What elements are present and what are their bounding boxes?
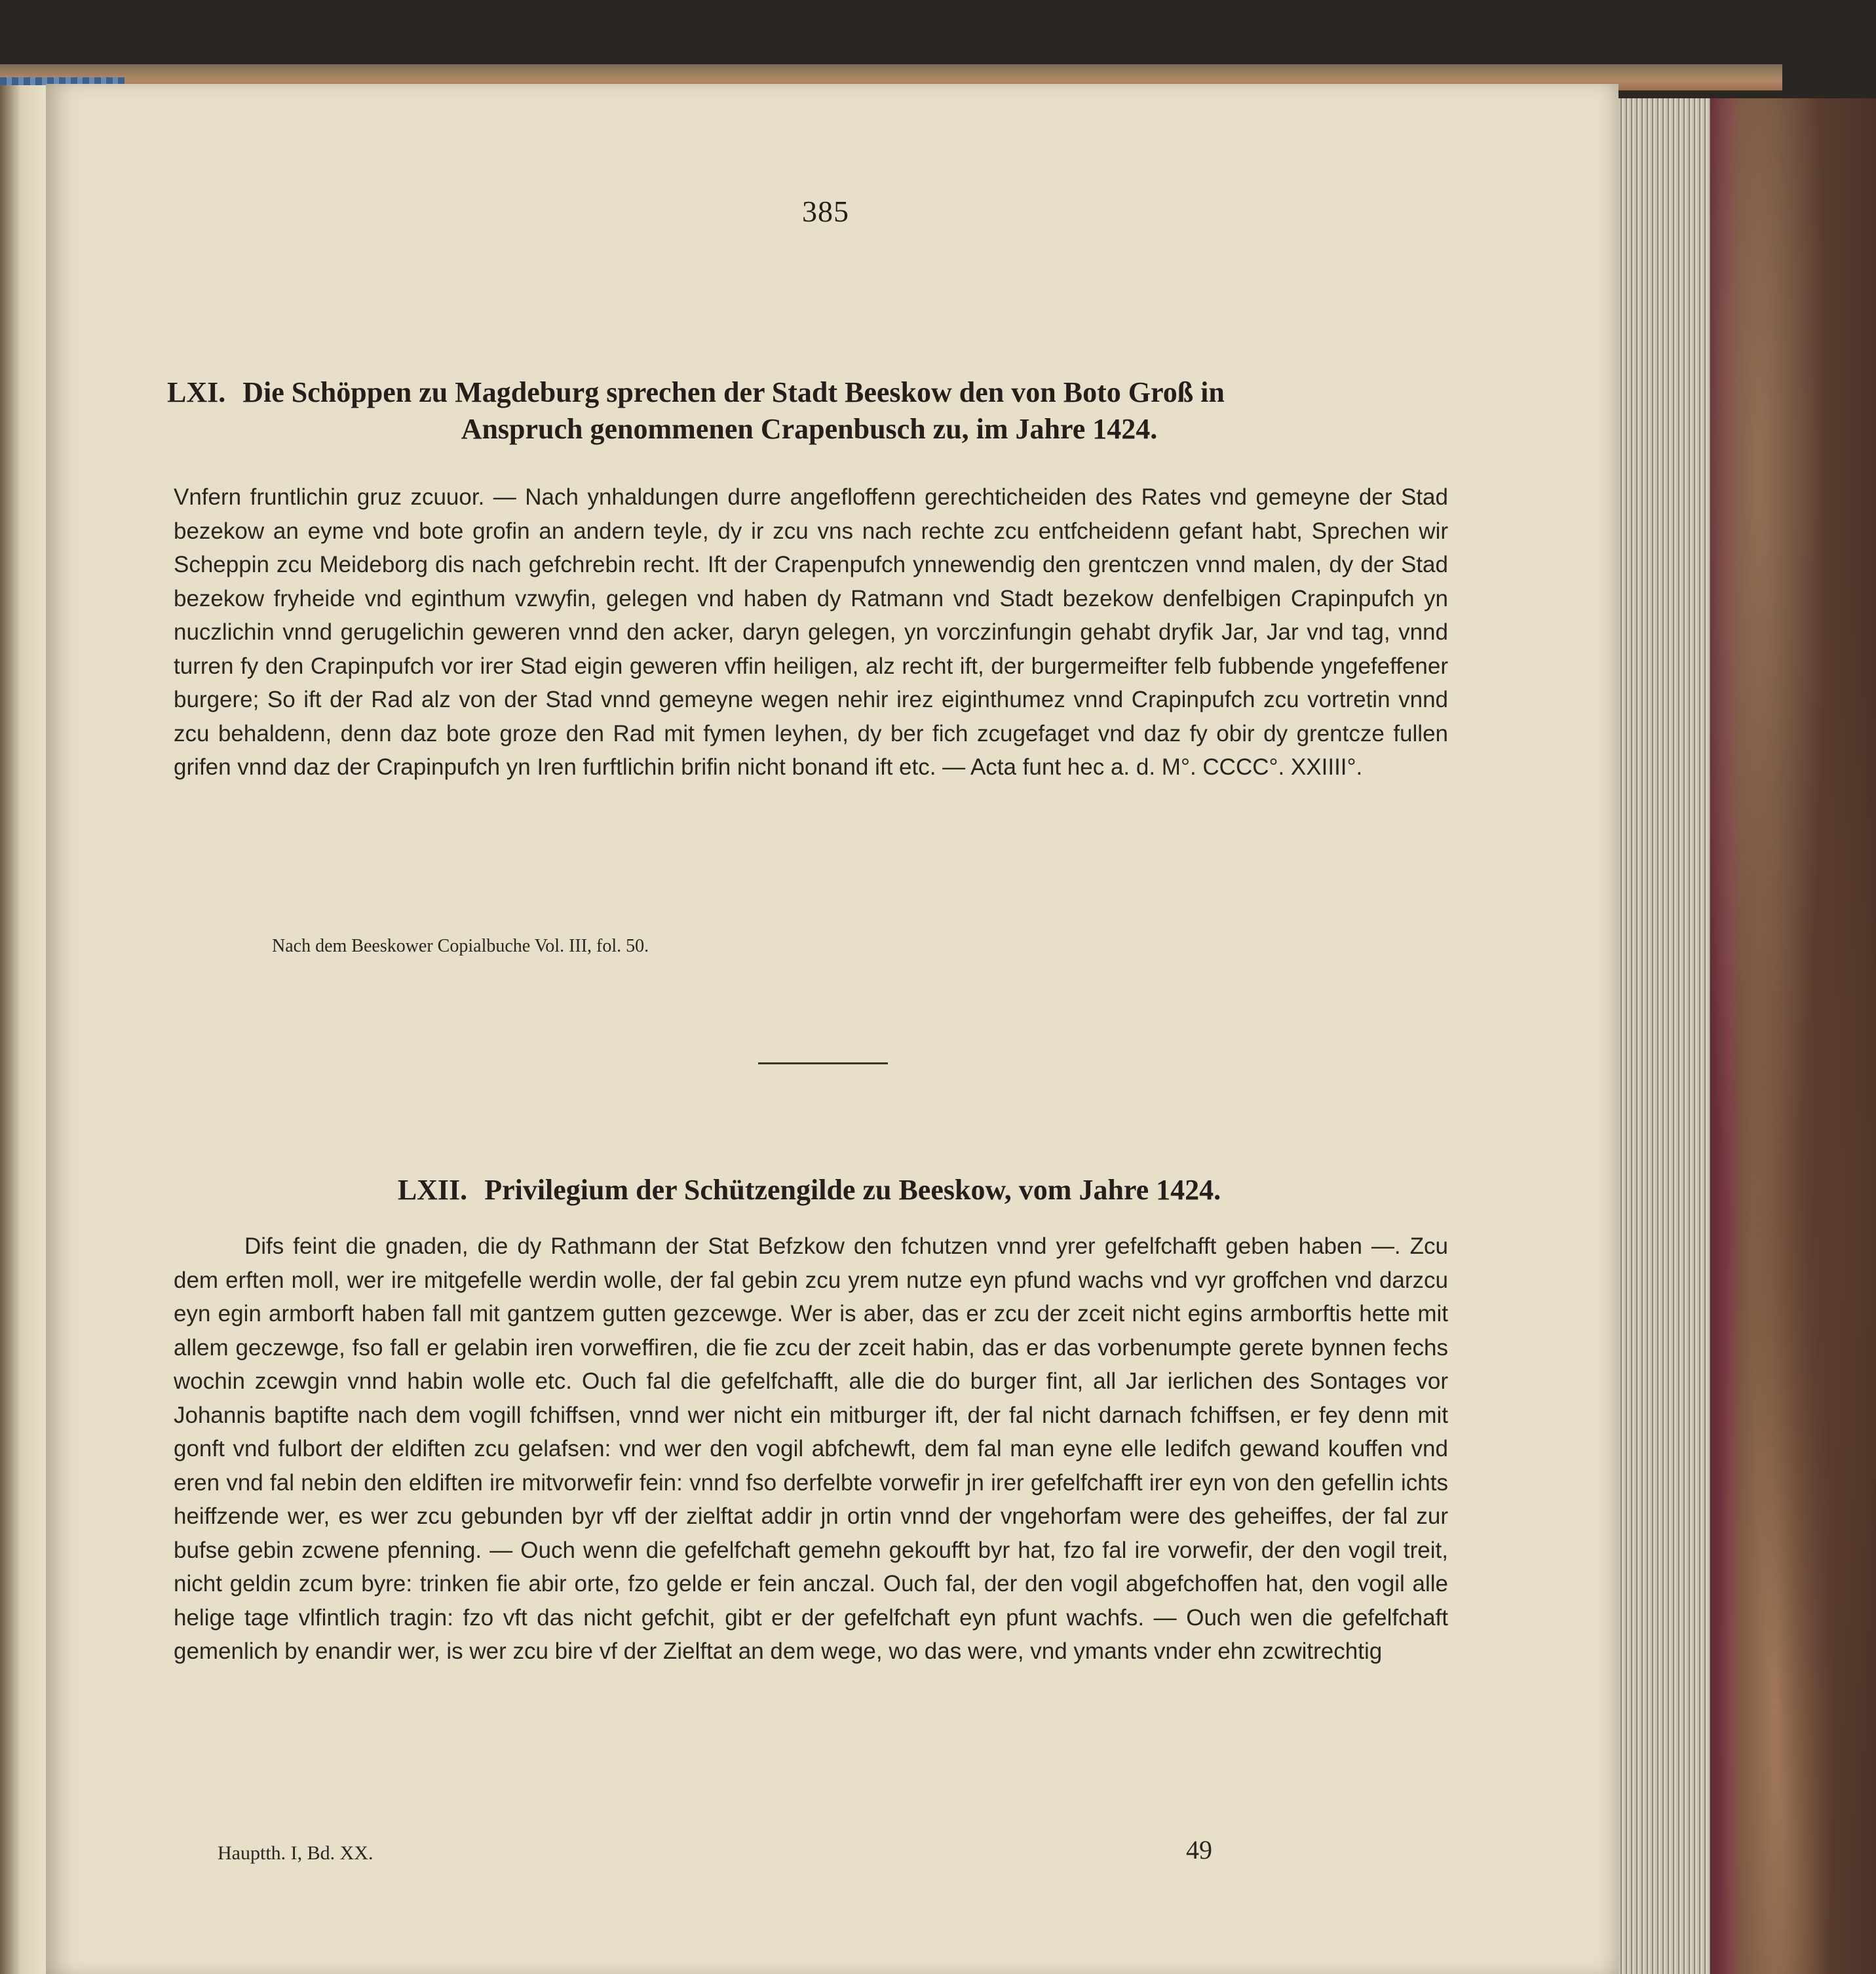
source-note: Nach dem Beeskower Copialbuche Vol. III, fol. 50. [272,936,649,956]
section-heading-lxi [167,374,1451,448]
page-number: 385 [802,195,849,228]
section-body-lxi: Vnfern fruntlichin gruz zcuuor. — Nach ynhaldungen durre angefloffenn gerechticheiden des Rates vnd gemeyne der Stad bezekow an eyme vnd bote grofin an andern teyle, dy ir zcu vns nach rechte zcu entfcheidenn gefant habt, Sprechen wir Scheppin zcu Meideborg dis nach gefchrebin recht. Ift der Crapenpufch ynnewendig den grentczen vnnd malen, dy der Stad bezekow fryheide vnd eginthum vzwyfin, gelegen vnd haben dy Ratmann vnd Stadt bezekow denfelbigen Crapinpufch yn nuczlichin vnnd gerugelichin geweren vnnd den acker, daryn gelegen, yn vorczinfungin gehabt dryfik Jar, Jar vnd tag, vnnd turren fy den Crapinpufch vor irer Stad eigin geweren vffin heiligen, alz recht ift, der burgermeifter felb fubbende yngefeffener burgere; So ift der Rad alz von der Stad vnnd gemeyne wegen nehir irez eiginthumez vnnd Crapinpufch zcu vortretin vnnd zcu behaldenn, denn daz bote groze den Rad mit fymen leyhen, dy ber fich zcugefaget vnd daz fy obir dy grentcze fullen grifen vnnd daz der Crapinpufch yn Iren furftlichin brifin nicht bonand ift etc. — Acta funt hec a. d. M°. CCCC°. XXIIII°. [174,484,1448,780]
section-number: LXI. [167,376,226,408]
page-block-edges [1618,98,1710,1974]
footer-signature-mark: 49 [1186,1835,1212,1865]
section-title-line-1: Die Schöppen zu Magdeburg sprechen der Stadt Beeskow den von Boto Groß in [242,376,1225,408]
section-title: Privilegium der Schützengilde zu Beeskow, vom Jahre 1424. [484,1174,1221,1206]
section-title-line-2: Anspruch genommenen Crapenbusch zu, im Jahre 1424. [461,413,1158,445]
facing-page-edge [0,77,46,1974]
footer-volume-reference: Hauptth. I, Bd. XX. [218,1842,373,1864]
section-heading-lxii [167,1172,1451,1209]
section-number: LXII. [397,1174,468,1206]
section-divider [758,1062,888,1064]
book-page [46,84,1618,1974]
page-content [46,84,1618,1974]
marbled-cover-board [1710,98,1876,1974]
section-body-lxii: Difs feint die gnaden, die dy Rathmann der Stat Befzkow den fchutzen vnnd yrer gefelfchafft geben haben —. Zcu dem erften moll, wer ire mitgefelle werdin wolle, der fal gebin zcu yrem nutze eyn pfund wachs vnd vyr groffchen vnd darzcu eyn egin armborft haben fall mit gantzem gutten gezcewge. Wer is aber, das er zcu der zceit nicht egins armborftis hette mit allem geczewge, fso fall er gelabin iren vorweffiren, die fie zcu der zceit habin, das er das vorbenumpte gerete bynnen fechs wochin zcewgin vnnd habin wolle etc. Ouch fal die gefelfchafft, alle die do burger fint, all Jar ierlichen des Sontages vor Johannis baptifte nach dem vogill fchiffsen, vnnd wer nicht ein mitburger ift, der fal nicht darnach fchiffsen, er fey denn mit gonft vnd fulbort der eldiften zcu gelafsen: vnd wer den vogil abfchewft, dem fal man eyne elle ledifch gewand kouffen vnd eren vnd fal nebin den eldiften ire mitvorwefir fein: vnnd fso derfelbte vorwefir jn irer gefelfchafft irer eyn von den gefellin ichts heiffzende wer, es wer zcu gebunden byr vff der zielftat addir jn ortin vnnd der vngehorfam were des geheiffes, der fal zur bufse gebin zcwene pfenning. — Ouch wenn die gefelfchaft gemehn gekoufft byr hat, fzo fal ire vorwefir, der den vogil treit, nicht geldin zcum byre: trinken fie abir orte, fzo gelde er fein anczal. Ouch fal, der den vogil abgefchoffen hat, den vogil alle helige tage vlfintlich tragin: fzo vft das nicht gefchit, gibt er der gefelfchaft eyn pfunt wachfs. — Ouch wen die gefelfchaft gemenlich by enandir wer, is wer zcu bire vf der Zielftat an dem wege, wo das were, vnd ymants vnder ehn zcwitrechtig [174,1233,1448,1664]
